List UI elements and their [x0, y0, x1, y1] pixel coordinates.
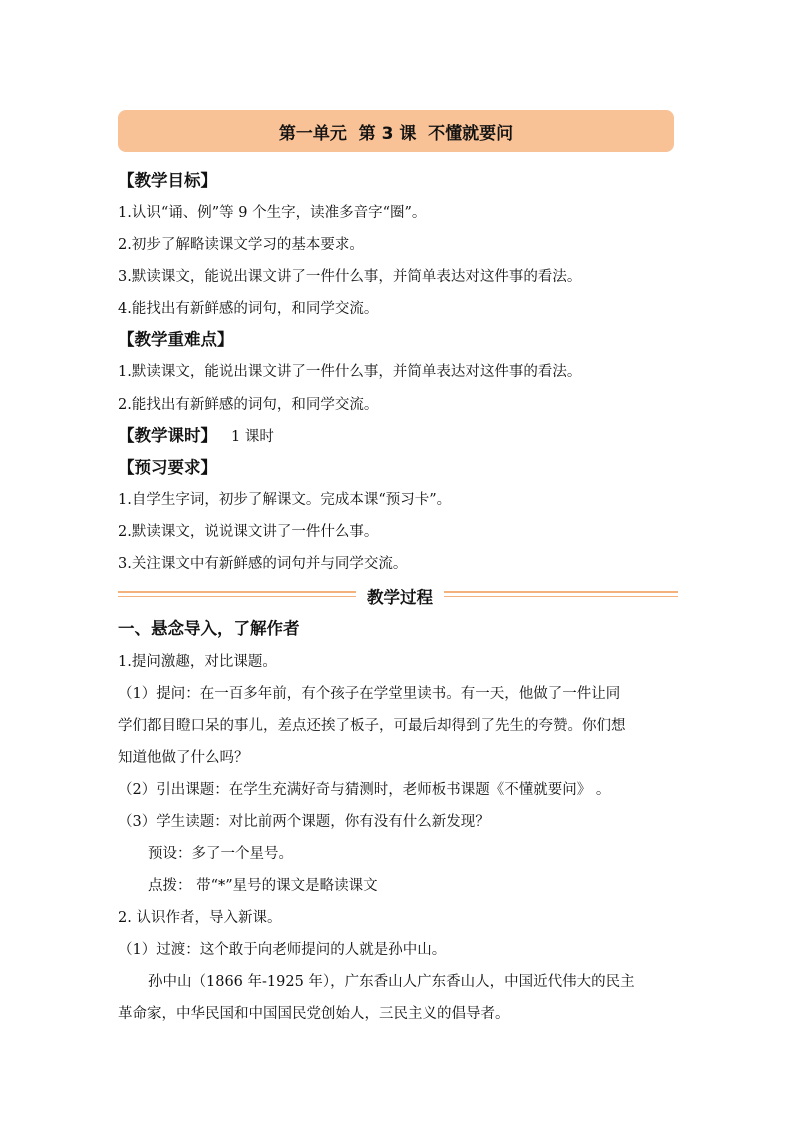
preview-item: 3.关注课文中有新鲜感的词句并与同学交流。 [118, 556, 408, 572]
divider-label: 教学过程 [367, 588, 433, 607]
hours-heading [118, 425, 274, 448]
process-line: 点拨： 带“*”星号的课文是略读课文 [148, 878, 378, 894]
process-line: 2. 认识作者，导入新课。 [118, 910, 282, 926]
process-line: 孙中山（1866 年-1925 年），广东香山人广东香山人，中国近代伟大的民主 [148, 974, 635, 990]
hours-value: 1 课时 [231, 429, 274, 445]
process-line: （2）引出课题：在学生充满好奇与猜测时，老师板书课题《不懂就要问》 。 [118, 782, 611, 798]
goal-item: 1.认识“诵、例”等 9 个生字，读准多音字“圈”。 [118, 205, 427, 221]
process-line: （1）过渡：这个敢于向老师提问的人就是孙中山。 [118, 942, 447, 958]
key-point-item: 2.能找出有新鲜感的词句，和同学交流。 [118, 397, 379, 413]
preview-item: 1.自学生字词，初步了解课文。完成本课“预习卡”。 [118, 492, 452, 508]
process-line: 革命家，中华民国和中国国民党创始人，三民主义的倡导者。 [118, 1006, 510, 1022]
goals-heading: 【教学目标】 [118, 171, 217, 190]
process-line: 预设：多了一个星号。 [148, 846, 293, 862]
process-heading: 一、悬念导入，了解作者 [118, 619, 300, 638]
section-divider [118, 586, 678, 606]
divider-rule-left [118, 591, 356, 597]
key-point-item: 1.默读课文，能说出课文讲了一件什么事，并简单表达对这件事的看法。 [118, 364, 582, 380]
process-line: （3）学生读题：对比前两个课题，你有没有什么新发现？ [118, 814, 490, 830]
preview-item: 2.默读课文，说说课文讲了一件什么事。 [118, 524, 379, 540]
process-line: 知道他做了什么吗？ [118, 750, 249, 766]
preview-heading: 【预习要求】 [118, 458, 217, 477]
goal-item: 4.能找出有新鲜感的词句，和同学交流。 [118, 301, 379, 317]
lesson-title: 第一单元 第 3 课 不懂就要问 [278, 123, 514, 144]
process-line: 学们都目瞪口呆的事儿，差点还挨了板子，可最后却得到了先生的夸赞。你们想 [118, 718, 626, 734]
goal-item: 3.默读课文，能说出课文讲了一件什么事，并简单表达对这件事的看法。 [118, 269, 582, 285]
process-line: 1.提问激趣，对比课题。 [118, 654, 277, 670]
lesson-title-banner [118, 110, 674, 152]
divider-rule-right [444, 591, 678, 597]
hours-heading-label: 【教学课时】 [118, 426, 217, 445]
key-points-heading: 【教学重难点】 [118, 330, 234, 349]
process-line: （1）提问：在一百多年前，有个孩子在学堂里读书。有一天，他做了一件让同 [118, 686, 621, 702]
goal-item: 2.初步了解略读课文学习的基本要求。 [118, 237, 364, 253]
